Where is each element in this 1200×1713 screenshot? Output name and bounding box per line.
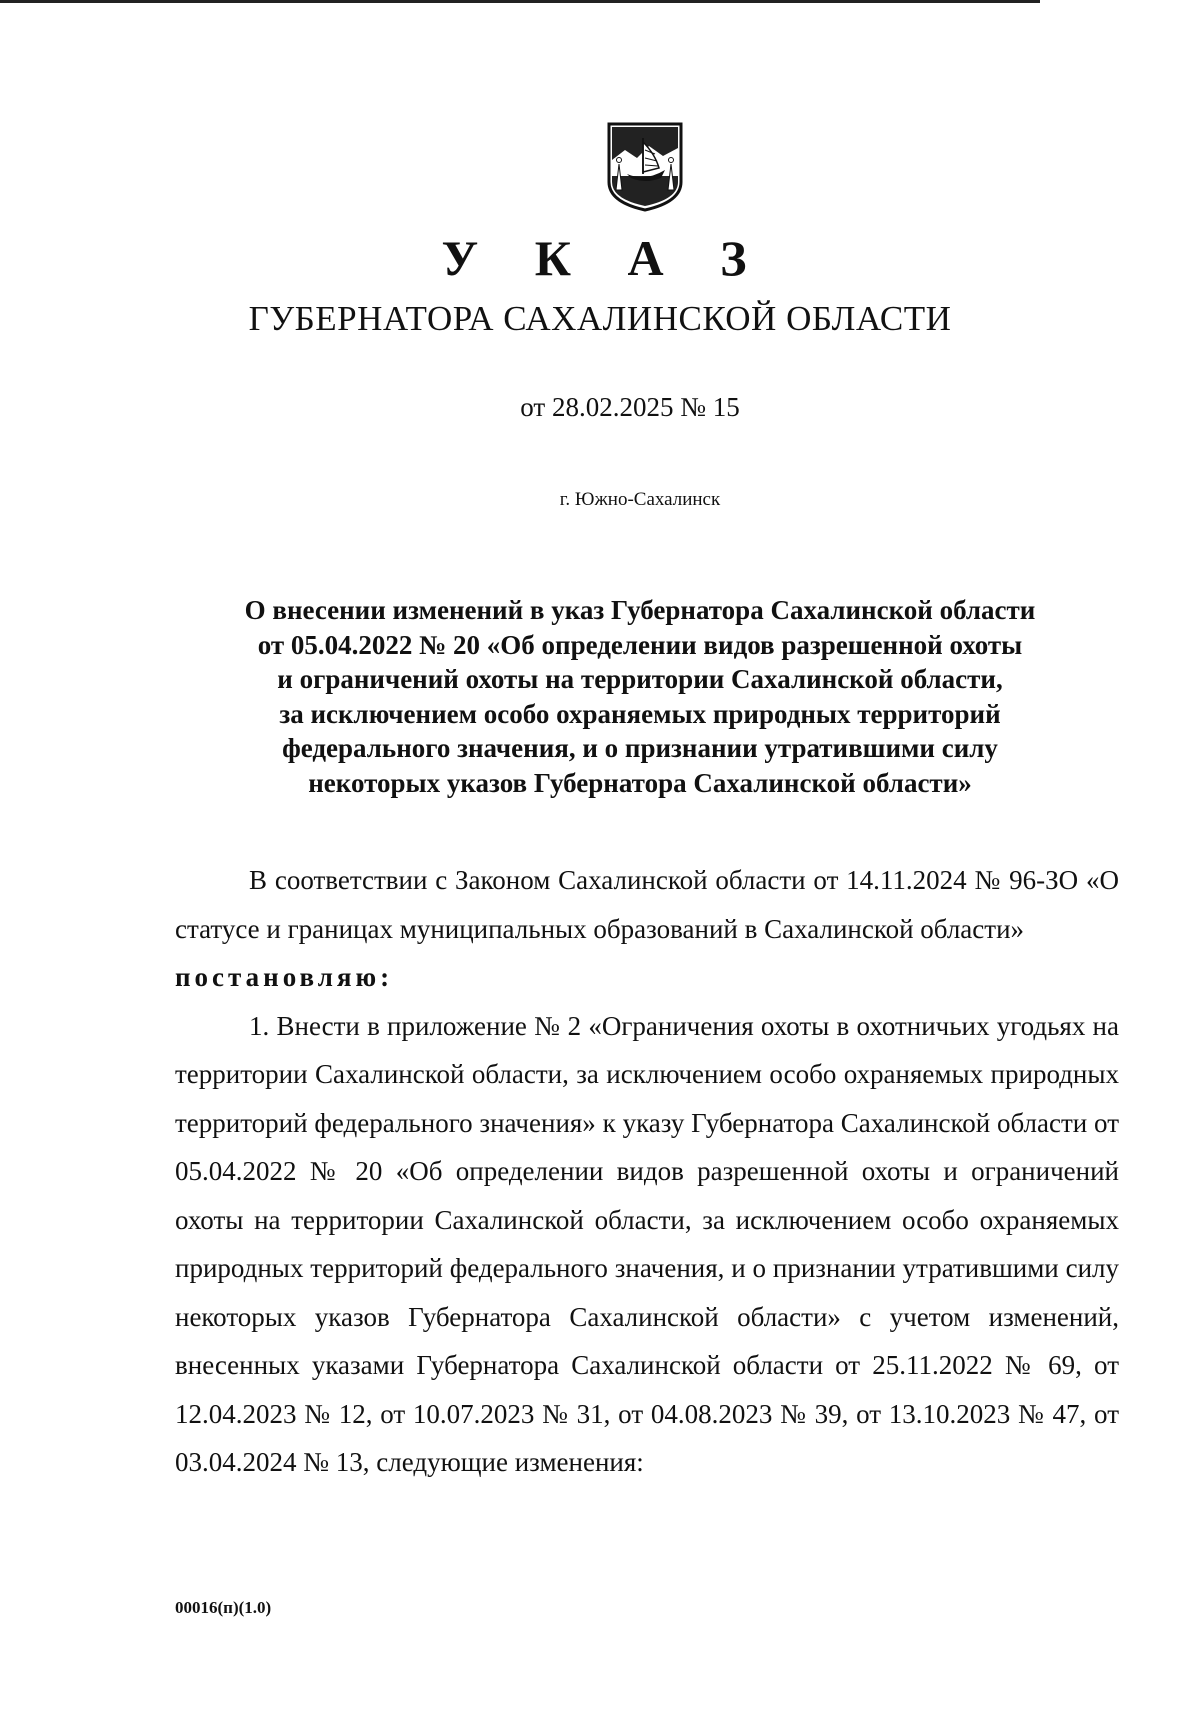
document-title: У К А З — [441, 230, 769, 286]
heading-line: О внесении изменений в указ Губернатора Сахалинской области — [244, 595, 1036, 625]
footer-form-code: 00016(п)(1.0) — [175, 1598, 272, 1617]
heading-line: и ограничений охоты на территории Сахалинской области, — [277, 664, 1003, 694]
item-1-paragraph: 1. Внести в приложение № 2 «Ограничения охоты в охотничьих угодьях на территории Сахалинской области, за исключением особо охраняемых природных территорий федерального значения» к указу Губернатора Сахалинской области от 05.04.2022 № 20 «Об определении видов разрешенной охоты и ограничений охоты на территории Сахалинской области, за исключением особо охраняемых природных территорий федерального значения, и о признании утратившими силу некоторых указов Губернатора Сахалинской области» с учетом изменений, внесенных указами Губернатора Сахалинской области от 25.11.2022 № 69, от 12.04.2023 № 12, от 10.07.2023 № 31, от 04.08.2023 № 39, от 13.10.2023 № 47, от 03.04.2024 № 13, следующие изменения: — [175, 1010, 1119, 1477]
sakhalin-coat-of-arms-icon — [603, 120, 687, 212]
heading-line: федерального значения, и о признании утратившими силу — [282, 733, 998, 763]
document-heading — [200, 593, 1080, 800]
top-border-line — [0, 0, 1040, 3]
document-city: г. Южно-Сахалинск — [559, 489, 721, 510]
heading-line: от 05.04.2022 № 20 «Об определении видов разрешенной охоты — [257, 629, 1023, 660]
preamble-paragraph: В соответствии с Законом Сахалинской области от 14.11.2024 № 96-ЗО «О статусе и границах муниципальных образований в Сахалинской области» — [175, 865, 1119, 944]
document-body — [175, 856, 1119, 1487]
heading-line: за исключением особо охраняемых природных территорий — [279, 698, 1001, 729]
decree-word: постановляю: — [175, 962, 394, 992]
document-subtitle: ГУБЕРНАТОРА САХАЛИНСКОЙ ОБЛАСТИ — [248, 299, 952, 338]
document-date-number: от 28.02.2025 № 15 — [520, 392, 740, 422]
heading-line: некоторых указов Губернатора Сахалинской области» — [308, 767, 972, 798]
